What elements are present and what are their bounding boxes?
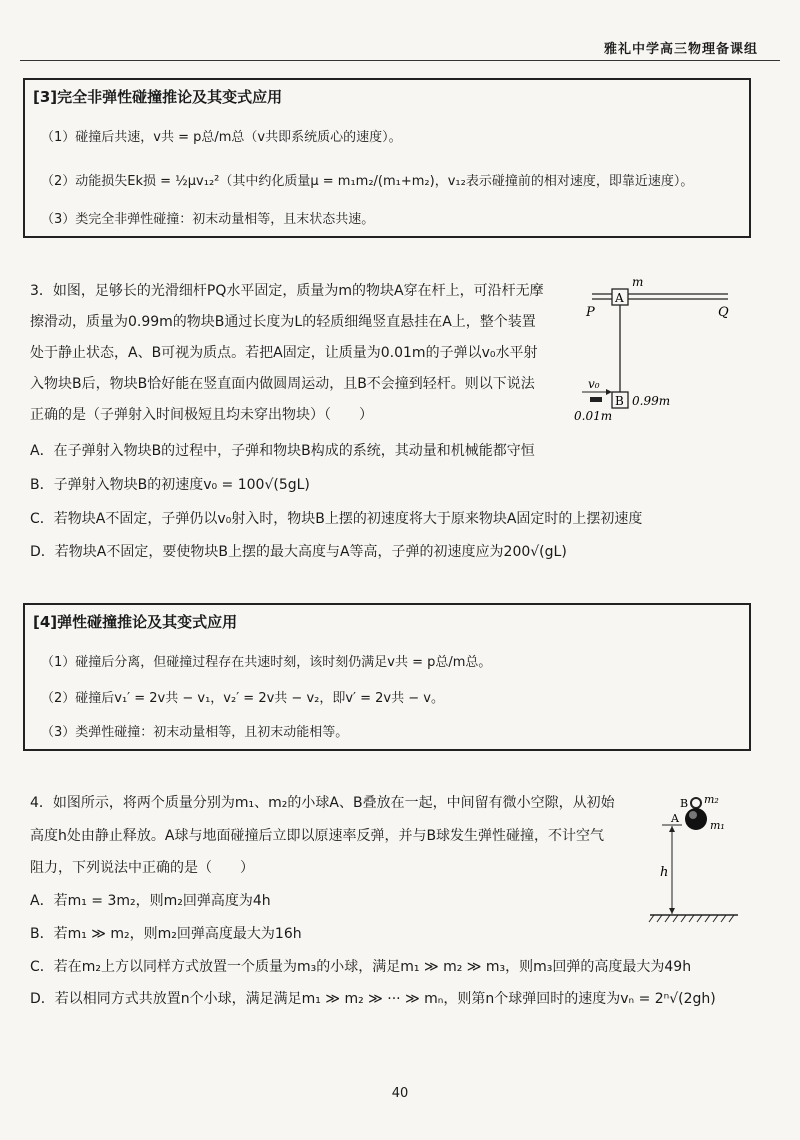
q4-label-h: h	[660, 865, 669, 880]
box3-line-1: （1）碰撞后共速，v共 = p总/m总（v共即系统质心的速度）。	[41, 130, 402, 145]
q3-label-p: P	[586, 305, 595, 320]
q4-label-a: A	[671, 812, 679, 825]
q3-option-d: D．若物块A不固定，要使物块B上摆的最大高度与A等高，子弹的初速度应为200√(gL)	[30, 544, 567, 560]
page-number: 40	[391, 1086, 409, 1101]
page-header: 雅礼中学高三物理备课组	[603, 42, 758, 57]
q3-label-m: m	[632, 275, 644, 289]
q4-option-a: A．若m₁ = 3m₂，则m₂回弹高度为4h	[30, 893, 271, 909]
q3-label-q: Q	[718, 305, 729, 320]
q3-figure	[560, 270, 760, 430]
q4-line-2: 高度h处由静止释放。A球与地面碰撞后立即以原速率反弹，并与B球发生弹性碰撞，不计空气	[30, 828, 605, 844]
q4-line-3: 阻力，下列说法中正确的是（ ）	[30, 860, 254, 876]
box4-line-3: （3）类弹性碰撞：初末动量相等，且初末动能相等。	[41, 725, 349, 740]
q3-line-3: 处于静止状态，A、B可视为质点。若把A固定，让质量为0.01m的子弹以v₀水平射	[30, 345, 538, 361]
q3-label-v0: v₀	[588, 377, 600, 391]
box4-line-1: （1）碰撞后分离，但碰撞过程存在共速时刻，该时刻仍满足v共 = p总/m总。	[41, 655, 492, 670]
summary-box-3	[23, 78, 751, 238]
q4-ball-b	[691, 798, 701, 808]
q3-bullet	[590, 397, 602, 402]
summary-box-4	[23, 603, 751, 751]
q3-label-b: B	[615, 394, 624, 408]
box3-line-3: （3）类完全非弹性碰撞：初末动量相等，且末状态共速。	[41, 212, 375, 227]
q3-label-bullet: 0.01m	[574, 409, 613, 423]
header-divider	[20, 60, 780, 61]
q3-line-4: 入物块B后，物块B恰好能在竖直面内做圆周运动，且B不会撞到轻杆。则以下说法	[30, 376, 535, 392]
q4-label-b: B	[680, 797, 689, 810]
box4-line-2: （2）碰撞后v₁′ = 2v共 − v₁，v₂′ = 2v共 − v₂，即v′ = 2v共 − v。	[41, 691, 444, 706]
box3-title: [3]完全非弹性碰撞推论及其变式应用	[33, 88, 283, 106]
q3-option-a: A．在子弹射入物块B的过程中，子弹和物块B构成的系统，其动量和机械能都守恒	[30, 443, 535, 459]
q4-ball-a	[685, 808, 707, 830]
q3-option-b: B．子弹射入物块B的初速度v₀ = 100√(5gL)	[30, 477, 310, 493]
q4-label-m2: m₂	[704, 793, 719, 806]
q3-line-5: 正确的是（子弹射入时间极短且均未穿出物块）（ ）	[30, 407, 373, 423]
q3-option-c: C．若物块A不固定，子弹仍以v₀射入时，物块B上摆的初速度将大于原来物块A固定时的上摆初速度	[30, 511, 643, 527]
q4-line-1: 4．如图所示，将两个质量分别为m₁、m₂的小球A、B叠放在一起，中间留有微小空隙，从初始	[30, 795, 615, 811]
q4-option-b: B．若m₁ ≫ m₂，则m₂回弹高度最大为16h	[30, 926, 302, 942]
q4-label-m1: m₁	[710, 819, 725, 832]
box4-title: [4]弹性碰撞推论及其变式应用	[33, 613, 238, 631]
box3-line-2: （2）动能损失Ek损 = ½μv₁₂²（其中约化质量μ = m₁m₂/(m₁+m₂)，v₁₂表示碰撞前的相对速度，即靠近速度）。	[41, 174, 694, 189]
q3-label-a: A	[615, 291, 624, 305]
q3-label-mb: 0.99m	[632, 394, 671, 408]
q4-option-c: C．若在m₂上方以同样方式放置一个质量为m₃的小球，满足m₁ ≫ m₂ ≫ m₃，则m₃回弹的高度最大为49h	[30, 959, 692, 975]
q4-option-d: D．若以相同方式共放置n个小球，满足满足m₁ ≫ m₂ ≫ ··· ≫ mₙ，则第n个球弹回时的速度为vₙ = 2ⁿ√(2gh)	[30, 991, 716, 1007]
q3-line-1: 3．如图，足够长的光滑细杆PQ水平固定，质量为m的物块A穿在杆上，可沿杆无摩	[30, 283, 544, 299]
q3-line-2: 擦滑动，质量为0.99m的物块B通过长度为L的轻质细绳竖直悬挂在A上，整个装置	[30, 314, 536, 330]
q4-figure	[640, 786, 760, 926]
